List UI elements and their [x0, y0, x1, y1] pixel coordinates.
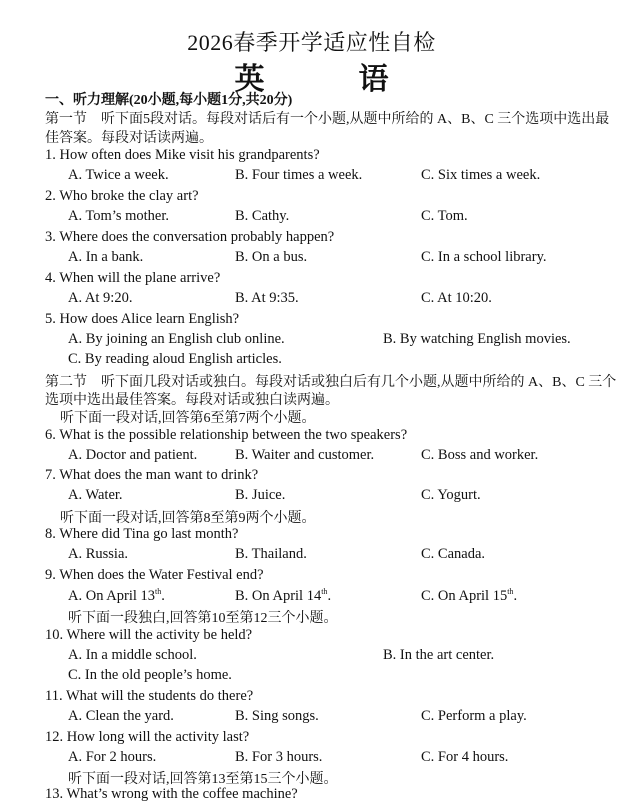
exam-title: 2026春季开学适应性自检	[187, 30, 436, 55]
q9-option-c	[421, 587, 517, 605]
q1-option-c: C. Six times a week.	[421, 167, 541, 183]
q9-option-a-text: A. On April 13	[68, 587, 155, 604]
q7-option-a: A. Water.	[68, 487, 123, 503]
question-5: 5. How does Alice learn English?	[45, 311, 240, 327]
q3-option-a: A. In a bank.	[68, 249, 144, 265]
question-9: 9. When does the Water Festival end?	[45, 567, 264, 583]
question-4: 4. When will the plane arrive?	[45, 270, 221, 286]
q6-option-b: B. Waiter and customer.	[235, 447, 375, 463]
q10-option-a: A. In a middle school.	[68, 647, 197, 663]
section1-instruction-line1: 第一节 听下面5段对话。每段对话后有一个小题,从题中所给的 A、B、C 三个选项中选出最	[45, 112, 610, 127]
ordinal-suffix: th	[321, 587, 328, 596]
question-7: 7. What does the man want to drink?	[45, 467, 259, 483]
q9-option-a	[68, 587, 165, 605]
q5-option-a: A. By joining an English club online.	[68, 331, 285, 347]
q4-option-c: C. At 10:20.	[421, 290, 492, 306]
q11-option-a: A. Clean the yard.	[68, 708, 174, 724]
subject-title: 英 语	[234, 63, 421, 96]
q9-option-c-text: C. On April 15	[421, 587, 508, 604]
q12-option-c: C. For 4 hours.	[421, 749, 509, 765]
section2-instruction-line1: 第二节 听下面几段对话或独白。每段对话或独白后有几个小题,从题中所给的 A、B、C 三个	[45, 375, 617, 390]
q7-option-c: C. Yogurt.	[421, 487, 481, 503]
question-2: 2. Who broke the clay art?	[45, 188, 199, 204]
question-10: 10. Where will the activity be held?	[45, 627, 253, 643]
question-12: 12. How long will the activity last?	[45, 729, 250, 745]
question-1: 1. How often does Mike visit his grandparents?	[45, 147, 320, 163]
q9-option-b	[235, 587, 331, 605]
question-13: 13. What’s wrong with the coffee machine?	[45, 786, 298, 802]
note-q10-q12: 听下面一段独白,回答第10至第12三个小题。	[68, 611, 338, 626]
period: .	[327, 587, 332, 604]
q8-option-a: A. Russia.	[68, 546, 129, 562]
note-q6-q7: 听下面一段对话,回答第6至第7两个小题。	[60, 411, 316, 426]
q6-option-a: A. Doctor and patient.	[68, 447, 198, 463]
q4-option-b: B. At 9:35.	[235, 290, 299, 306]
section-heading: 一、听力理解(20小题,每小题1分,共20分)	[45, 93, 293, 108]
q11-option-b: B. Sing songs.	[235, 708, 319, 724]
q10-option-b: B. In the art center.	[383, 647, 495, 663]
q11-option-c: C. Perform a play.	[421, 708, 527, 724]
q12-option-b: B. For 3 hours.	[235, 749, 323, 765]
ordinal-suffix: th	[155, 587, 162, 596]
q12-option-a: A. For 2 hours.	[68, 749, 157, 765]
question-11: 11. What will the students do there?	[45, 688, 254, 704]
q10-option-c: C. In the old people’s home.	[68, 667, 232, 683]
ordinal-suffix: th	[507, 587, 514, 596]
q6-option-c: C. Boss and worker.	[421, 447, 539, 463]
q5-option-b: B. By watching English movies.	[383, 331, 571, 347]
period: .	[513, 587, 518, 604]
q2-option-a: A. Tom’s mother.	[68, 208, 170, 224]
section2-instruction-line2: 选项中选出最佳答案。每段对话或独白读两遍。	[45, 393, 339, 408]
q2-option-b: B. Cathy.	[235, 208, 290, 224]
note-q8-q9: 听下面一段对话,回答第8至第9两个小题。	[60, 511, 316, 526]
q8-option-c: C. Canada.	[421, 546, 486, 562]
q3-option-c: C. In a school library.	[421, 249, 547, 265]
q2-option-c: C. Tom.	[421, 208, 468, 224]
question-8: 8. Where did Tina go last month?	[45, 526, 239, 542]
q3-option-b: B. On a bus.	[235, 249, 308, 265]
q8-option-b: B. Thailand.	[235, 546, 307, 562]
q9-option-b-text: B. On April 14	[235, 587, 322, 604]
q1-option-b: B. Four times a week.	[235, 167, 363, 183]
question-3: 3. Where does the conversation probably happen?	[45, 229, 335, 245]
q1-option-a: A. Twice a week.	[68, 167, 169, 183]
note-q13-q15: 听下面一段对话,回答第13至第15三个小题。	[68, 772, 338, 787]
q5-option-c: C. By reading aloud English articles.	[68, 351, 282, 367]
period: .	[161, 587, 165, 604]
section1-instruction-line2: 佳答案。每段对话读两遍。	[45, 131, 213, 146]
q7-option-b: B. Juice.	[235, 487, 286, 503]
q4-option-a: A. At 9:20.	[68, 290, 133, 306]
question-6: 6. What is the possible relationship between the two speakers?	[45, 427, 408, 443]
